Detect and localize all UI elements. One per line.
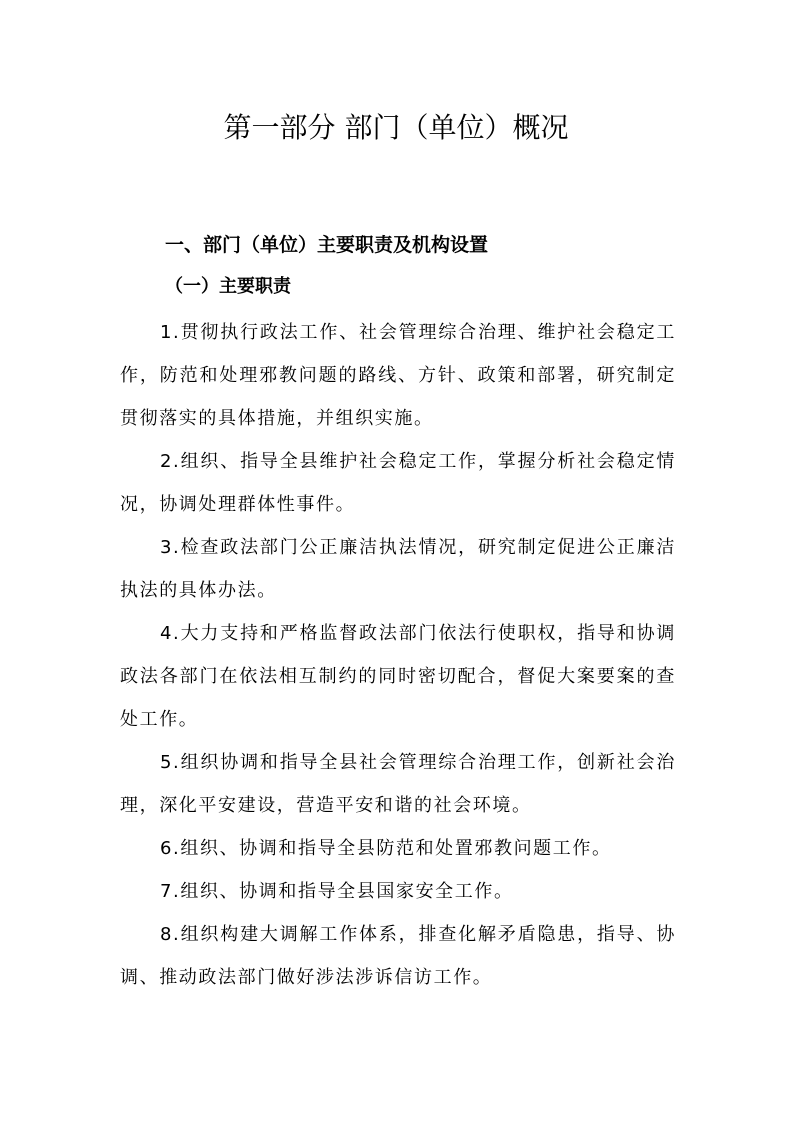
duty-item-text: 组织、协调和指导全县国家安全工作。 bbox=[180, 881, 514, 902]
duty-item-4 bbox=[120, 612, 676, 741]
duty-item-8 bbox=[120, 913, 676, 999]
duty-item-2 bbox=[120, 440, 676, 526]
duty-item-text: 组织协调和指导全县社会管理综合治理工作，创新社会治理，深化平安建设，营造平安和谐的社会环境。 bbox=[120, 752, 676, 816]
page-title: 第一部分 部门（单位）概况 bbox=[223, 111, 569, 144]
duty-item-text: 大力支持和严格监督政法部门依法行使职权，指导和协调政法各部门在依法相互制约的同时密切配合，督促大案要案的查处工作。 bbox=[120, 623, 676, 730]
duty-item-number: 6. bbox=[160, 838, 181, 859]
duty-item-number: 3. bbox=[160, 537, 181, 558]
duty-item-text: 组织构建大调解工作体系，排查化解矛盾隐患，指导、协调、推动政法部门做好涉法涉诉信访工作。 bbox=[120, 924, 676, 988]
duty-item-text: 检查政法部门公正廉洁执法情况，研究制定促进公正廉洁执法的具体办法。 bbox=[120, 537, 676, 601]
subsection-heading: （一）主要职责 bbox=[165, 276, 291, 297]
duty-item-3 bbox=[120, 526, 676, 612]
duty-item-number: 1. bbox=[160, 322, 181, 343]
duty-item-text: 组织、协调和指导全县防范和处置邪教问题工作。 bbox=[180, 838, 612, 859]
duty-item-text: 组织、指导全县维护社会稳定工作，掌握分析社会稳定情况，协调处理群体性事件。 bbox=[120, 451, 676, 515]
duty-item-7 bbox=[120, 870, 676, 913]
section-heading: 一、部门（单位）主要职责及机构设置 bbox=[165, 234, 489, 256]
duty-item-number: 2. bbox=[160, 451, 181, 472]
duty-item-number: 4. bbox=[160, 623, 181, 644]
duty-item-number: 8. bbox=[160, 924, 181, 945]
duty-item-1 bbox=[120, 311, 676, 440]
duty-item-text: 贯彻执行政法工作、社会管理综合治理、维护社会稳定工作，防范和处理邪教问题的路线、方针、政策和部署，研究制定贯彻落实的具体措施，并组织实施。 bbox=[120, 322, 676, 429]
duty-item-5 bbox=[120, 741, 676, 827]
duty-item-number: 7. bbox=[160, 881, 181, 902]
duty-list bbox=[120, 311, 676, 999]
duty-item-number: 5. bbox=[160, 752, 181, 773]
duty-item-6 bbox=[120, 827, 676, 870]
